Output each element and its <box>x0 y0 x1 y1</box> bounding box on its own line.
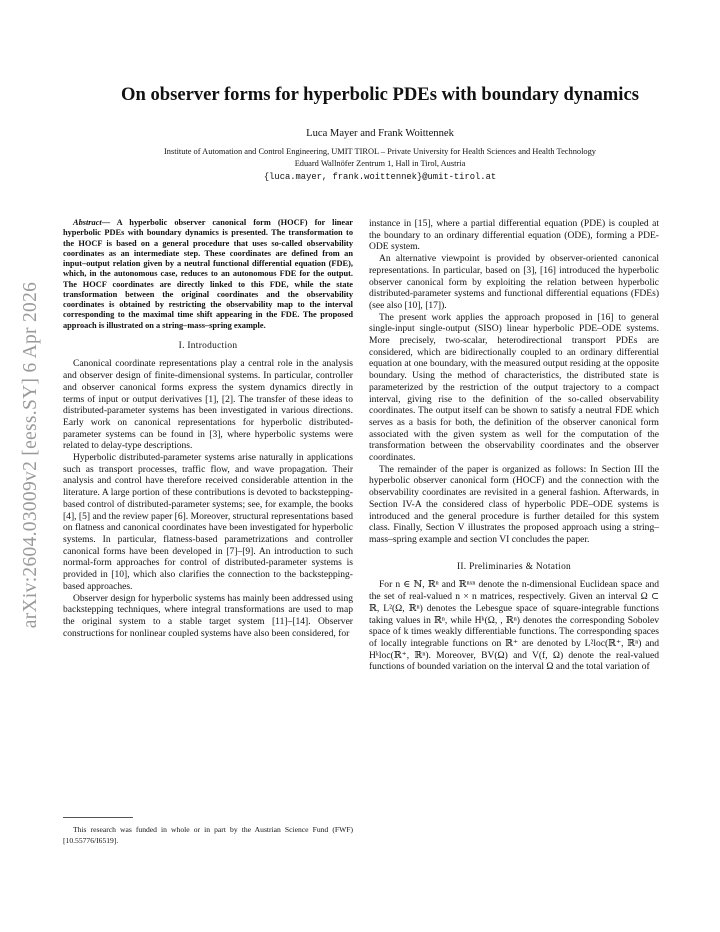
affiliation-line-2: Eduard Wallnöfer Zentrum 1, Hall in Tirol, Austria <box>294 159 466 168</box>
intro-paragraph: Observer design for hyperbolic systems has mainly been addressed using backstepping techniques, where integral transformations are used to map the original system to a stable target system [11]–[14]. Observer constructions for nonlinear coupled systems have also been considered, for <box>63 592 353 639</box>
intro-paragraph: The remainder of the paper is organized as follows: In Section III the hyperbolic observer canonical form (HOCF) and the connection with the observability coordinates are revisited in a general fashion. Afterwards, in Section IV-A the considered class of hyperbolic PDE–ODE systems is introduced and the general procedure is further detailed for this system class. Finally, Section V illustrates the proposed approach using a string–mass–spring example and section VI concludes the paper. <box>369 463 659 545</box>
right-column <box>369 218 659 673</box>
arxiv-sidebar-stamp <box>18 250 44 660</box>
abstract-lead: Abstract <box>73 218 102 227</box>
abstract <box>63 218 353 331</box>
funding-note: This research was funded in whole or in part by the Austrian Science Fund (FWF) [10.55776/I6519]. <box>63 825 353 845</box>
preliminaries-paragraph: For n ∈ ℕ, ℝⁿ and ℝⁿˣⁿ denote the n-dimensional Euclidean space and the set of real-valued n × n matrices, respectively. Given an interval Ω ⊂ ℝ, L²(Ω, ℝⁿ) denotes the Lebesgue space of square-integrable functions taking values in ℝⁿ, while Hᵏ(Ω, , ℝⁿ) denotes the corresponding Sobolev space of k times weakly differentiable functions. The corresponding spaces of locally integrable functions on ℝ⁺ are denoted by L²loc(ℝ⁺, ℝⁿ) and Hᵏloc(ℝ⁺, ℝⁿ). Moreover, BV(Ω) and V(f, Ω) denote the real-valued functions of bounded variation on the interval Ω and the total variation of <box>369 579 659 673</box>
footnote <box>63 825 353 846</box>
author-emails: {luca.mayer, frank.woittennek}@umit-tirol.at <box>263 172 497 182</box>
intro-paragraph: An alternative viewpoint is provided by observer-oriented canonical representations. In particular, based on [3], [16] introduced the hyperbolic observer canonical form by exploiting the relation between hyperbolic distributed-parameter systems and functional differential equations (FDEs) (see also [10], [17]). <box>369 253 659 311</box>
section-heading-introduction: I. Introduction <box>178 340 238 351</box>
intro-paragraph: Hyperbolic distributed-parameter systems arise naturally in applications such as transport processes, traffic flow, and wave propagation. Their analysis and control have therefore received considerable attention in the literature. A large portion of these contributions is devoted to backstepping-based control of distributed-parameter systems; see, for example, the books [4], [5] and the review paper [6]. Moreover, structural representations based on flatness and canonical coordinates have been investigated for hyperbolic systems. In particular, flatness-based parametrizations and controller canonical forms have been developed in [7]–[9]. An introduction to such normal-form approaches for control of distributed-parameter systems is provided in [10], which also clarifies the connection to the backstepping-based approaches. <box>63 452 353 592</box>
left-column <box>63 218 353 639</box>
abstract-text: — A hyperbolic observer canonical form (HOCF) for linear hyperbolic PDEs with boundary dynamics is presented. The transformation to the HOCF is based on a general procedure that uses so-called observability coordinates as an intermediate step. These coordinates are defined from an input–output relation given by a neutral functional differential equation (FDE), which, in the autonomous case, reduces to an autonomous FDE for the output. The HOCF coordinates are directly linked to this FDE, while the state transformation between the original coordinates and the observability coordinates is obtained by restricting the observability map to the interval corresponding to the maximal time shift appearing in the FDE. The proposed approach is illustrated on a string–mass–spring example. <box>63 218 353 330</box>
paper-title: On observer forms for hyperbolic PDEs with boundary dynamics <box>121 84 639 105</box>
arxiv-identifier: arXiv:2604.03009v2 [eess.SY] 6 Apr 2026 <box>20 281 41 629</box>
section-heading-preliminaries: II. Preliminaries & Notation <box>456 561 572 572</box>
affiliation-line-1: Institute of Automation and Control Engineering, UMIT TIROL – Private University for Health Sciences and Health Technology <box>164 147 596 156</box>
intro-paragraph: The present work applies the approach proposed in [16] to general single-input single-output (SISO) linear hyperbolic PDE–ODE systems. More precisely, two-scalar, heterodirectional transport PDEs are considered, which are bidirectionally coupled to an ordinary differential equation at one boundary, with the measured output residing at the opposite boundary. Using the method of characteristics, the distributed state is parameterized by the restriction of the output trajectory to a compact interval, giving rise to the definition of the so-called observability coordinates. The output itself can be shown to satisfy a neutral FDE which serves as a basis for both, the definition of the observer canonical form associated with the given system as well for the computation of the transformation between the observability coordinates and the observer coordinates. <box>369 311 659 464</box>
author-list: Luca Mayer and Frank Woittennek <box>306 128 454 139</box>
intro-paragraph: Canonical coordinate representations play a central role in the analysis and observer design of finite-dimensional systems. In particular, controller and observer canonical forms express the system dynamics directly in terms of input or output derivatives [1], [2]. The transfer of these ideas to distributed-parameter systems has been investigated in various directions. Early work on canonical representations for hyperbolic distributed-parameter systems can be found in [3], where hyperbolic systems were related to delay-type descriptions. <box>63 358 353 452</box>
intro-paragraph-continued: instance in [15], where a partial differential equation (PDE) is coupled at the boundary to an ordinary differential equation (ODE), forming a PDE-ODE system. <box>369 218 659 253</box>
footnote-rule <box>63 817 133 818</box>
